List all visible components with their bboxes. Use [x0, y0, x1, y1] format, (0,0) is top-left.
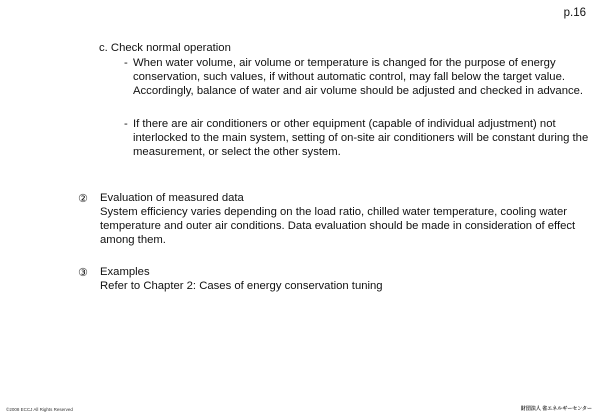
bullet-text: If there are air conditioners or other equipment (capable of individual adjustment) not interlocked to the main system, setting of on-site air conditioners will be constant during the measurement, or select the other system. — [133, 118, 589, 158]
sub-heading-check-normal-operation: c. Check normal operation — [99, 42, 231, 54]
section-body: Refer to Chapter 2: Cases of energy conservation tuning — [100, 280, 383, 292]
bullet-dash: - — [124, 57, 128, 69]
section-title: Examples — [100, 266, 150, 278]
section-number: ③ — [78, 266, 88, 279]
page-number: p.16 — [563, 7, 586, 19]
section-number: ② — [78, 192, 88, 205]
section-title: Evaluation of measured data — [100, 192, 244, 204]
footer-copyright: ©2008 ECCJ All Rights Reserved — [6, 407, 73, 412]
bullet-dash: - — [124, 118, 128, 130]
footer-organization-logo: 財団法人 省エネルギーセンター — [520, 406, 592, 412]
section-body: System efficiency varies depending on the load ratio, chilled water temperature, cooling water temperature and outer air conditions. Data evaluation should be made in consideration of effect among them. — [100, 206, 576, 246]
bullet-text: When water volume, air volume or temperature is changed for the purpose of energy conservation, such values, if without automatic control, may fall below the target value. Accordingly, balance of water and air volume should be adjusted and checked in advance. — [133, 57, 584, 97]
